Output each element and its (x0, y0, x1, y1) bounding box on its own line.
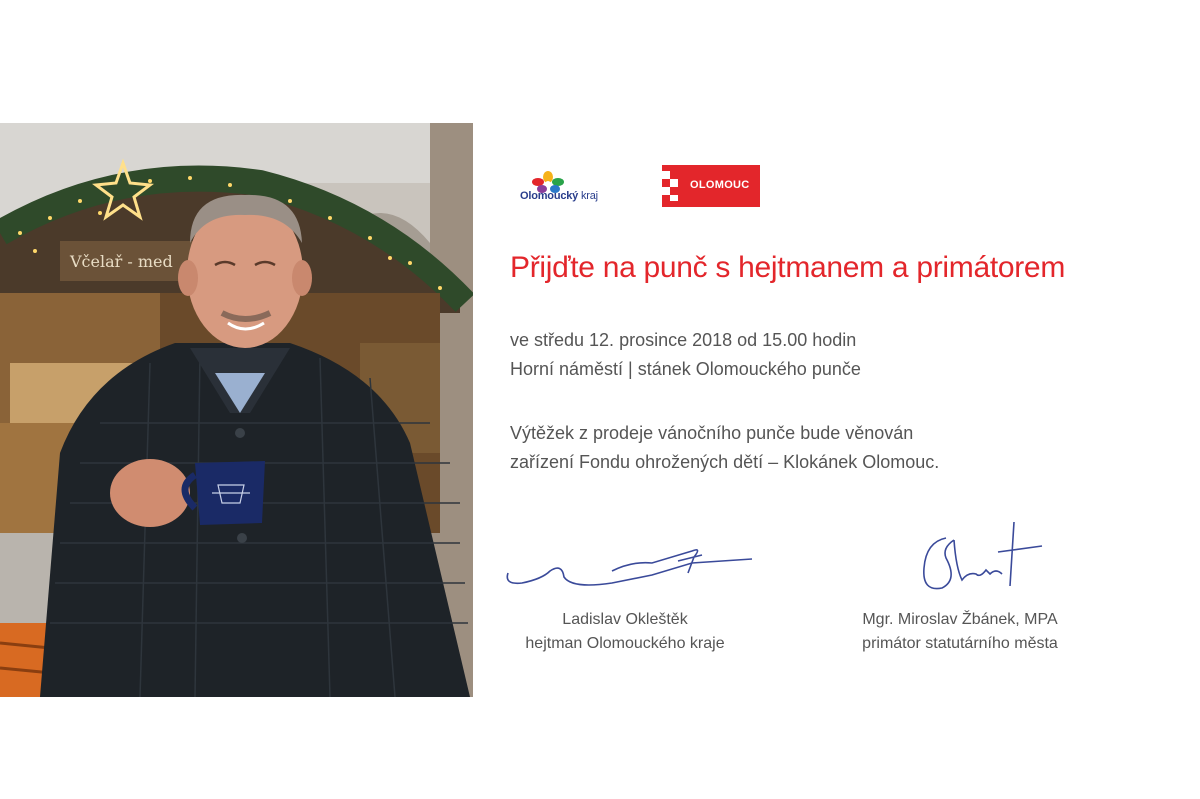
olomouc-city-logo (662, 165, 760, 207)
signatory-role: hejtman Olomouckého kraje (525, 635, 725, 652)
photo-hejtman-with-mug (0, 123, 473, 697)
signatory-name: Ladislav Okleštěk (562, 611, 688, 628)
charity-line-1: Výtěžek z prodeje vánočního punče bude věnován (510, 423, 914, 443)
signatory-role: primátor statutárního města (862, 635, 1058, 652)
charity-line-2: zařízení Fondu ohrožených dětí – Klokánek Olomouc. (510, 452, 940, 472)
event-place: Horní náměstí | stánek Olomouckého punče (510, 359, 861, 379)
charity-note (510, 419, 939, 477)
olomoucky-kraj-logo (512, 171, 622, 211)
invitation-card (0, 123, 1200, 697)
signatory-hejtman (480, 608, 770, 656)
signatory-name: Mgr. Miroslav Žbánek, MPA (862, 611, 1058, 628)
kraj-logo-text: Olomoucký kraj (520, 190, 598, 202)
signature-hejtman (502, 533, 754, 593)
signature-primator (906, 518, 1046, 600)
olomouc-logo-label: OLOMOUC (690, 179, 750, 191)
signatory-primator (815, 608, 1105, 656)
invitation-headline: Přijďte na punč s hejtmanem a primátorem (510, 251, 1066, 284)
svg-text:Včelař - med: Včelař - med (70, 252, 173, 271)
event-date: ve středu 12. prosince 2018 od 15.00 hodin (510, 330, 857, 350)
event-details (510, 326, 861, 384)
